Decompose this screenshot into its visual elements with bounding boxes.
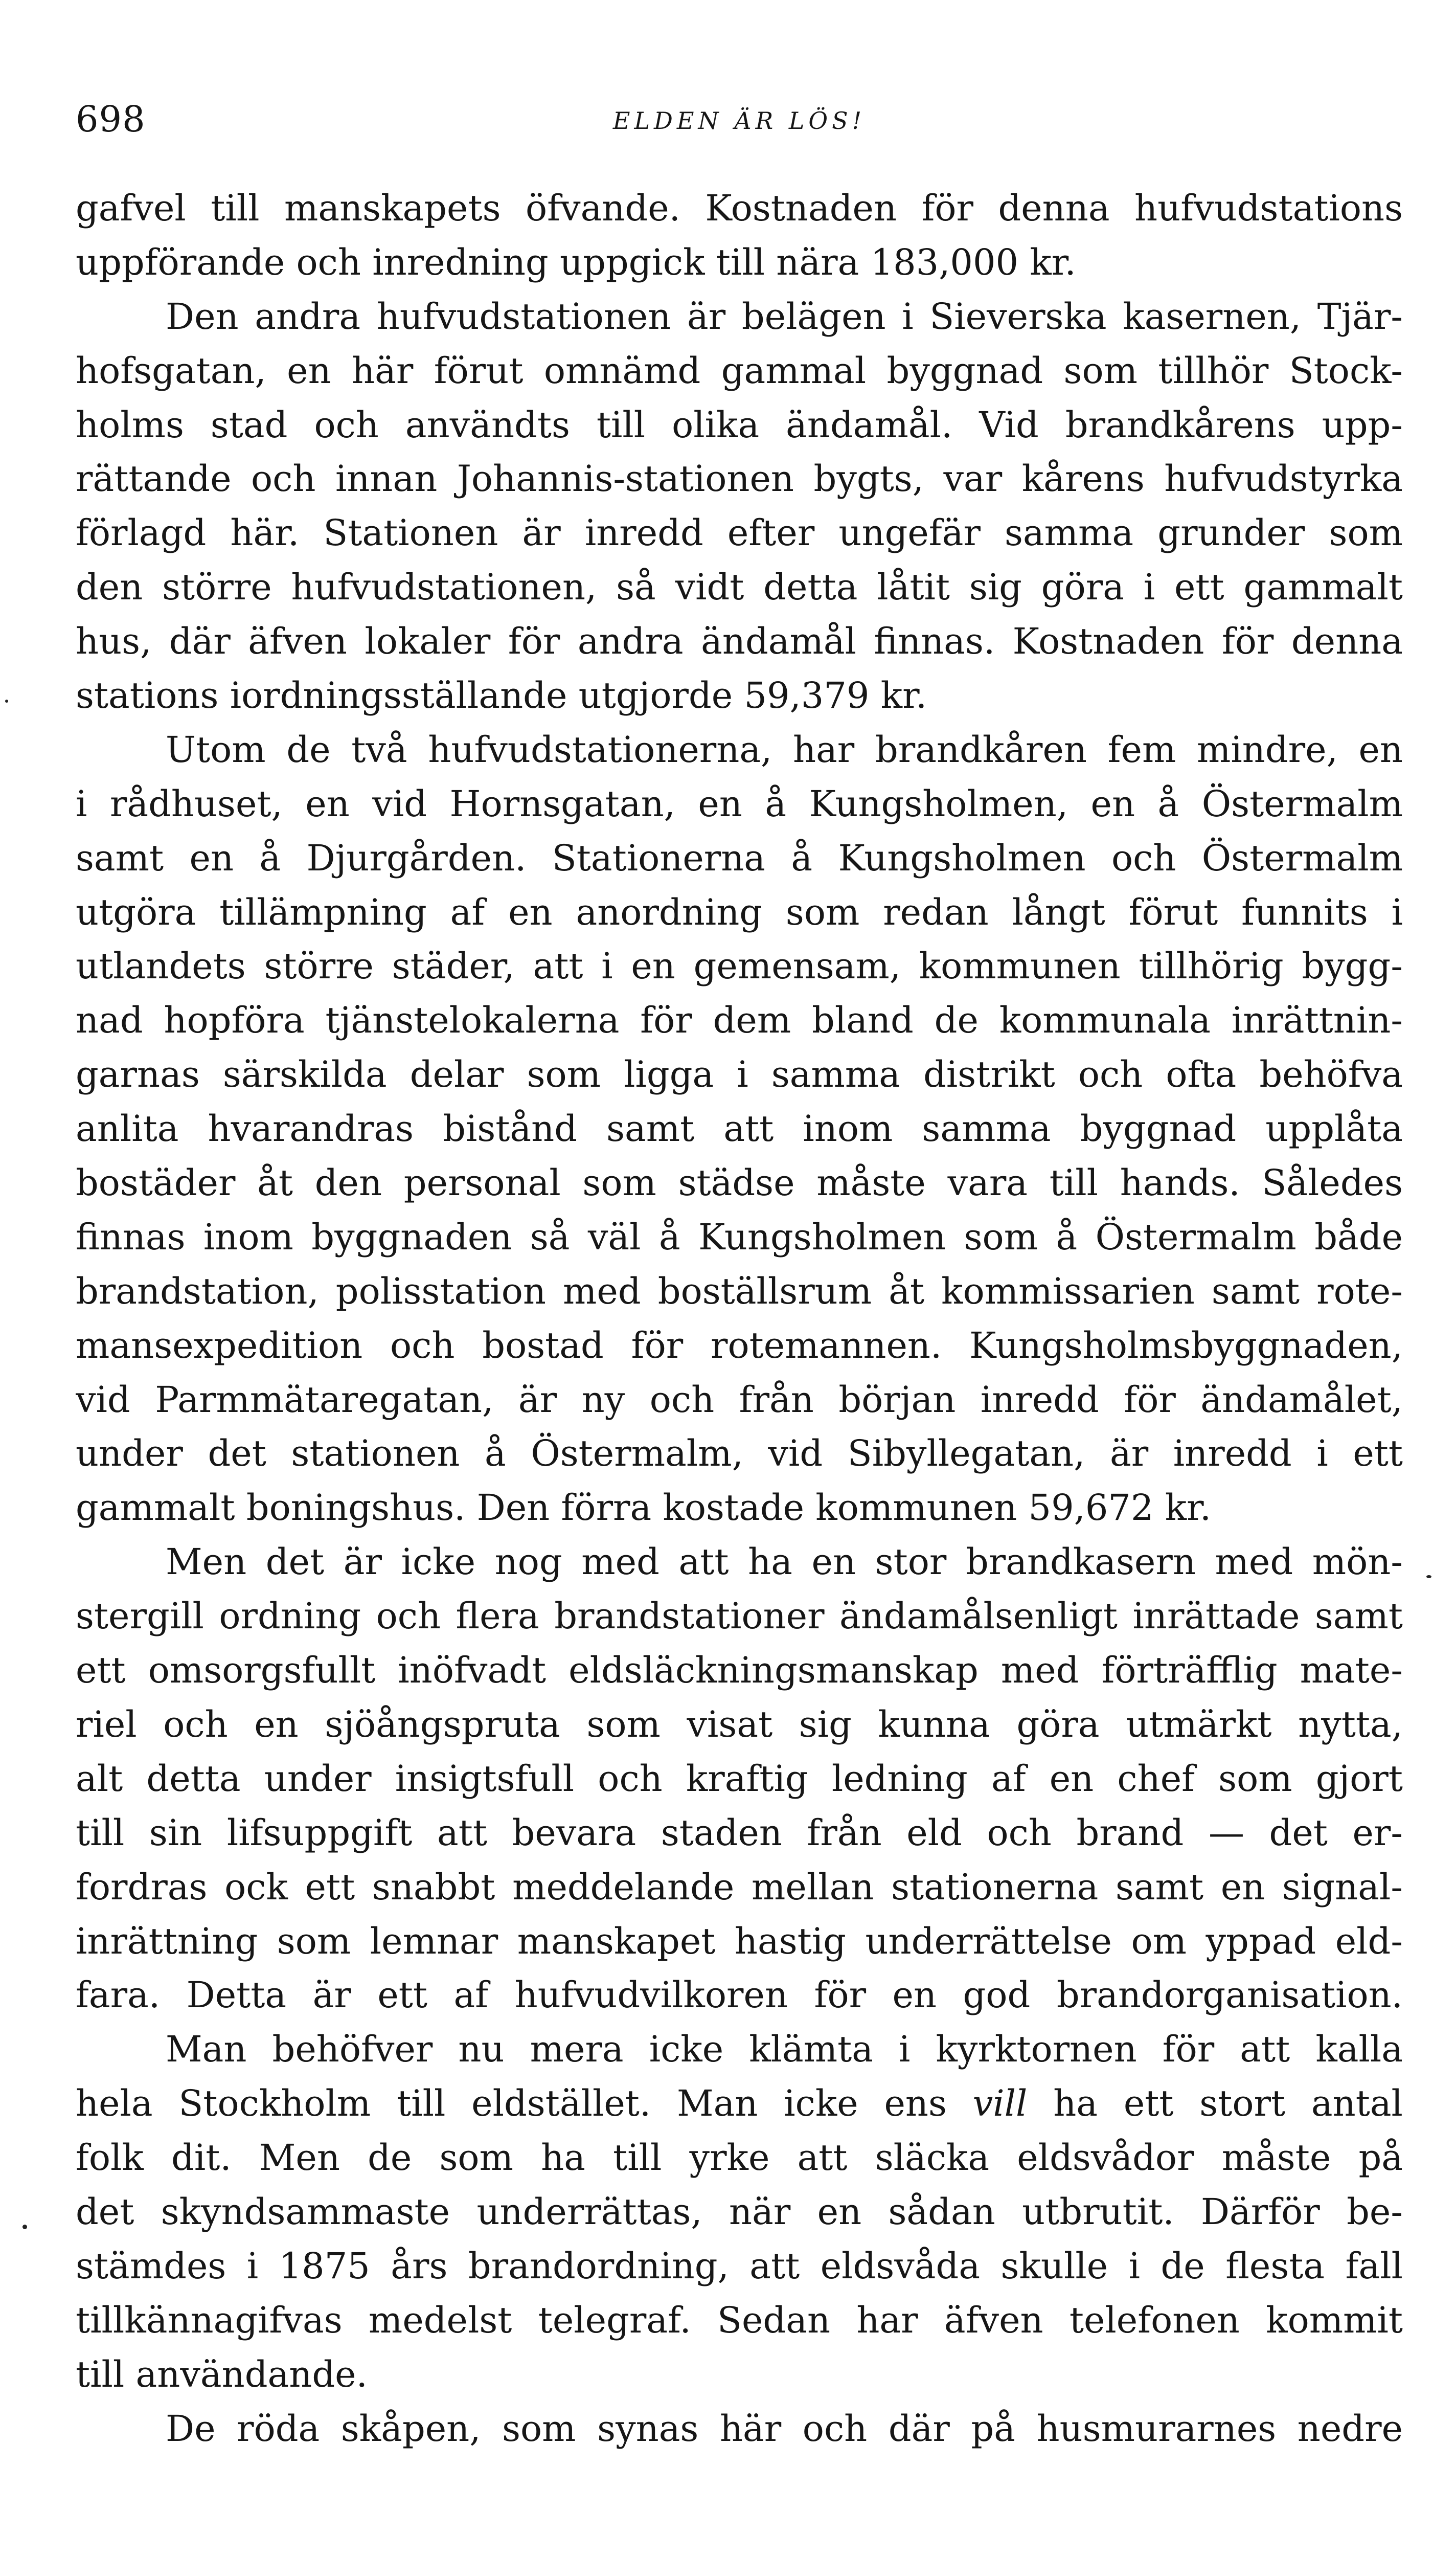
text-line: tillkännagifvas medelst telegraf. Sedan har äfven telefonen kommit: [76, 2299, 1403, 2341]
text-line: Den andra hufvudstationen är belägen i Sieverska kasernen, Tjär-: [166, 295, 1403, 338]
text-line: Men det är icke nog med att ha en stor brandkasern med mön-: [166, 1541, 1403, 1583]
text-line: uppförande och inredning uppgick till nära 183,000 kr.: [76, 241, 1076, 283]
text-line: bostäder åt den personal som städse måste vara till hands. Således: [76, 1162, 1403, 1204]
text-line: fara. Detta är ett af hufvudvilkoren för en god brandorganisation.: [76, 1974, 1403, 2016]
text-line: till användande.: [76, 2353, 368, 2395]
text-line: nad hopföra tjänstelokalerna för dem bland de kommunala inrättnin-: [76, 999, 1403, 1042]
text-line: gafvel till manskapets öfvande. Kostnaden för denna hufvudstations: [76, 187, 1403, 229]
text-line: förlagd här. Stationen är inredd efter ungefär samma grunder som: [76, 512, 1403, 554]
text-line: brandstation, polisstation med boställsrum åt kommissarien samt rote-: [76, 1270, 1403, 1312]
text-line: den större hufvudstationen, så vidt detta låtit sig göra i ett gammalt: [76, 566, 1403, 609]
text-line: stations iordningsställande utgjorde 59,379 kr.: [76, 675, 927, 717]
text-line: utlandets större städer, att i en gemensam, kommunen tillhörig bygg-: [76, 945, 1403, 988]
text-line: stämdes i 1875 års brandordning, att eldsvåda skulle i de flesta fall: [76, 2245, 1403, 2287]
text-line: folk dit. Men de som ha till yrke att släcka eldsvådor måste på: [76, 2137, 1403, 2179]
text-line: holms stad och användts till olika ändamål. Vid brandkårens upp-: [76, 403, 1403, 446]
text-segment: hela Stockholm till eldstället. Man icke ens: [76, 2082, 947, 2125]
page-header: [76, 96, 1403, 152]
text-line: De röda skåpen, som synas här och där på husmurarnes nedre: [166, 2407, 1403, 2450]
text-line: fordras ock ett snabbt meddelande mellan stationerna samt en signal-: [76, 1866, 1403, 1908]
text-line: alt detta under insigtsfull och kraftig ledning af en chef som gjort: [76, 1757, 1403, 1800]
text-line: gammalt boningshus. Den förra kostade kommunen 59,672 kr.: [76, 1487, 1212, 1529]
text-line: vid Parmmätaregatan, är ny och från början inredd för ändamålet,: [76, 1378, 1403, 1421]
text-line: det skyndsammaste underrättas, när en sådan utbrutit. Därför be-: [76, 2190, 1403, 2233]
text-line: utgöra tillämpning af en anordning som redan långt förut funnits i: [76, 891, 1403, 933]
text-line: samt en å Djurgården. Stationerna å Kungsholmen och Östermalm: [76, 837, 1403, 879]
running-title: ELDEN ÄR LÖS!: [612, 107, 866, 134]
text-line: mansexpedition och bostad för rotemannen. Kungsholmsbyggnaden,: [76, 1324, 1403, 1366]
print-speck: [22, 2225, 27, 2229]
page-number: 698: [76, 98, 146, 140]
text-line: garnas särskilda delar som ligga i samma distrikt och ofta behöfva: [76, 1053, 1403, 1096]
text-segment: ha ett stort antal: [1053, 2082, 1403, 2125]
text-line: till sin lifsuppgift att bevara staden från eld och brand — det er-: [76, 1811, 1403, 1854]
text-line: hus, där äfven lokaler för andra ändamål finnas. Kostnaden för denna: [76, 620, 1403, 663]
text-line: under det stationen å Östermalm, vid Sibyllegatan, är inredd i ett: [76, 1432, 1403, 1475]
text-line: Utom de två hufvudstationerna, har brandkåren fem mindre, en: [166, 728, 1403, 771]
text-line: hofsgatan, en här förut omnämd gammal byggnad som tillhör Stock-: [76, 349, 1403, 392]
text-line: ett omsorgsfullt inöfvadt eldsläckningsmanskap med förträfflig mate-: [76, 1649, 1403, 1692]
text-line: inrättning som lemnar manskapet hastig underrättelse om yppad eld-: [76, 1920, 1403, 1962]
text-line-with-italic: [76, 2077, 1403, 2131]
text-line: stergill ordning och flera brandstationer ändamålsenligt inrättade samt: [76, 1595, 1403, 1638]
text-line: finnas inom byggnaden så väl å Kungsholmen som å Östermalm både: [76, 1216, 1403, 1258]
print-speck: [5, 700, 8, 703]
text-line: i rådhuset, en vid Hornsgatan, en å Kungsholmen, en å Östermalm: [76, 782, 1403, 825]
italic-word: vill: [972, 2082, 1028, 2125]
text-line: anlita hvarandras bistånd samt att inom samma byggnad upplåta: [76, 1108, 1403, 1150]
text-line: rättande och innan Johannis-stationen bygts, var kårens hufvudstyrka: [76, 458, 1403, 500]
text-line: Man behöfver nu mera icke klämta i kyrktornen för att kalla: [166, 2028, 1403, 2071]
text-line: riel och en sjöångspruta som visat sig kunna göra utmärkt nytta,: [76, 1703, 1403, 1745]
body-text: [76, 182, 1403, 2456]
print-speck: [1426, 1575, 1431, 1578]
